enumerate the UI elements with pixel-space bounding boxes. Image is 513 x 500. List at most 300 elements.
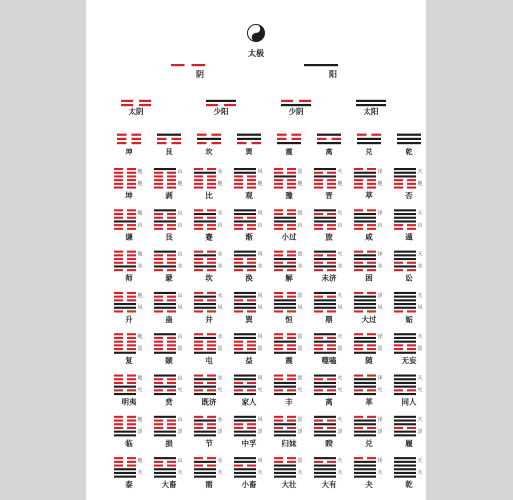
yang-line xyxy=(394,375,416,377)
yin-line xyxy=(314,262,336,264)
hexagram-name: 谦 xyxy=(125,232,133,242)
hexagram xyxy=(194,333,223,365)
yin-line xyxy=(277,138,301,140)
yin-line xyxy=(354,224,376,226)
liangyi-item xyxy=(304,64,338,79)
trigram-label: 乾 xyxy=(405,148,413,156)
yang-line xyxy=(234,431,256,433)
yin-line xyxy=(154,341,176,343)
hexagram-name: 明夷 xyxy=(121,397,137,407)
yang-line xyxy=(314,307,336,309)
yin-line xyxy=(314,179,336,181)
yang-line xyxy=(234,220,256,222)
hexagram-name: 离 xyxy=(325,397,333,407)
yin-line xyxy=(274,348,296,350)
yin-line xyxy=(114,187,136,189)
upper-trigram-symbol: 火 xyxy=(337,210,343,217)
yang-line xyxy=(154,375,176,377)
yang-line xyxy=(354,382,376,384)
yang-line xyxy=(154,476,176,478)
yin-line xyxy=(194,251,216,253)
yang-line xyxy=(194,296,216,298)
yin-line xyxy=(114,348,136,350)
yang-line xyxy=(354,265,376,267)
yin-line xyxy=(274,310,296,312)
upper-trigram-symbol: 地 xyxy=(137,458,143,465)
yang-line xyxy=(314,341,336,343)
yang-line xyxy=(234,378,256,380)
yin-line xyxy=(194,292,216,294)
upper-trigram-symbol: 山 xyxy=(177,416,183,423)
yang-line xyxy=(234,468,256,470)
hexagram xyxy=(234,333,263,365)
hexagram xyxy=(234,292,263,324)
yin-line xyxy=(274,187,296,189)
upper-trigram-symbol: 泽 xyxy=(377,458,383,465)
yang-line xyxy=(394,420,416,422)
hexagram xyxy=(354,168,383,200)
upper-trigram-symbol: 火 xyxy=(337,334,343,341)
yin-line xyxy=(394,427,416,429)
yin-line xyxy=(274,172,296,174)
yin-line xyxy=(154,461,176,463)
yin-line xyxy=(154,224,176,226)
hexagram xyxy=(314,168,343,200)
yang-line xyxy=(234,254,256,256)
lower-trigram-symbol: 火 xyxy=(257,387,263,394)
upper-trigram-symbol: 风 xyxy=(257,416,263,423)
yang-line xyxy=(194,434,216,436)
yin-line xyxy=(314,378,336,380)
yang-line xyxy=(194,265,216,267)
upper-trigram-symbol: 风 xyxy=(257,375,263,382)
lower-trigram-symbol: 地 xyxy=(297,181,303,187)
yin-line xyxy=(154,423,176,425)
yang-line xyxy=(234,265,256,267)
hexagram-name: 大有 xyxy=(321,480,337,490)
yin-line xyxy=(114,172,136,174)
yang-line xyxy=(354,220,376,222)
hexagram xyxy=(194,292,223,324)
yang-line xyxy=(314,423,336,425)
yang-line xyxy=(394,168,416,170)
yang-line xyxy=(314,465,336,467)
yin-line xyxy=(194,427,216,429)
hexagram-name: 萃 xyxy=(365,191,373,200)
sixiang-label: 少阳 xyxy=(213,107,229,116)
hexagram-name: 家人 xyxy=(241,397,257,407)
hexagram-name: 豫 xyxy=(285,191,293,200)
yin-line xyxy=(314,344,336,346)
yang-line xyxy=(194,352,216,354)
hexagram xyxy=(394,209,423,241)
yang-line xyxy=(354,296,376,298)
hexagram-name: 艮 xyxy=(165,232,173,242)
hexagram-name: 巽 xyxy=(245,314,253,324)
yang-line xyxy=(314,431,336,433)
yin-line xyxy=(354,333,376,335)
hexagram xyxy=(354,375,383,407)
upper-trigram-symbol: 雷 xyxy=(297,169,303,175)
yang-line xyxy=(394,292,416,294)
hexagram xyxy=(314,209,343,241)
lower-trigram-symbol: 山 xyxy=(337,222,343,229)
yang-line xyxy=(274,307,296,309)
hexagram xyxy=(314,292,343,324)
yin-line xyxy=(114,416,136,418)
upper-trigram-symbol: 风 xyxy=(257,458,263,465)
upper-trigram-symbol: 雷 xyxy=(297,251,303,258)
yang-line xyxy=(394,382,416,384)
hexagram xyxy=(234,416,263,448)
lower-trigram-symbol: 地 xyxy=(337,181,343,187)
yin-line xyxy=(197,142,221,144)
yin-line xyxy=(194,168,216,170)
hexagram xyxy=(394,168,423,200)
upper-trigram-symbol: 火 xyxy=(337,416,343,423)
yang-line xyxy=(354,378,376,380)
lower-trigram-symbol: 山 xyxy=(297,222,303,229)
yang-line xyxy=(354,465,376,467)
yin-line xyxy=(114,269,136,271)
yang-line xyxy=(234,393,256,395)
yang-line xyxy=(281,104,311,106)
yang-line xyxy=(234,213,256,215)
yin-line xyxy=(154,187,176,189)
lower-trigram-symbol: 雷 xyxy=(297,346,303,353)
yin-line xyxy=(194,382,216,384)
yang-line xyxy=(354,423,376,425)
yin-line xyxy=(114,465,136,467)
yang-line xyxy=(234,172,256,174)
yin-line xyxy=(234,228,256,230)
yin-line xyxy=(314,172,336,174)
yang-line xyxy=(114,220,136,222)
hexagram-name: 归妹 xyxy=(281,438,297,448)
yin-line xyxy=(194,465,216,467)
upper-trigram-symbol: 地 xyxy=(137,416,143,423)
yin-line xyxy=(194,457,216,459)
yang-line xyxy=(394,217,416,219)
yin-line xyxy=(114,299,136,301)
yin-line xyxy=(314,254,336,256)
trigram-label: 兑 xyxy=(365,148,373,156)
hexagram xyxy=(314,333,343,365)
yin-line xyxy=(194,416,216,418)
hexagram-name: 损 xyxy=(165,438,173,448)
yang-line xyxy=(394,307,416,309)
yin-line xyxy=(154,427,176,429)
yang-line xyxy=(154,333,176,335)
yin-line xyxy=(314,389,336,391)
yang-line xyxy=(194,172,216,174)
trigram-label: 艮 xyxy=(165,148,173,156)
hexagram-name: 井 xyxy=(205,314,213,324)
yin-line xyxy=(194,224,216,226)
hexagram xyxy=(314,251,343,283)
trigram-label: 坤 xyxy=(125,148,133,156)
lower-trigram-symbol: 水 xyxy=(217,263,223,270)
yang-line xyxy=(114,434,136,436)
lower-trigram-symbol: 水 xyxy=(417,263,423,270)
hexagram xyxy=(154,375,183,407)
yang-line xyxy=(394,296,416,298)
hexagram xyxy=(274,292,303,324)
yang-line xyxy=(194,303,216,305)
yang-line xyxy=(314,416,336,418)
yang-line xyxy=(114,393,136,395)
yin-line xyxy=(234,423,256,425)
upper-trigram-symbol: 火 xyxy=(337,292,343,299)
yang-line xyxy=(354,213,376,215)
hexagram xyxy=(354,209,383,241)
yin-line xyxy=(314,213,336,215)
hexagram xyxy=(274,168,303,200)
yin-line xyxy=(314,183,336,185)
yin-line xyxy=(121,100,151,102)
hexagram-name: 蒙 xyxy=(165,273,173,283)
upper-trigram-symbol: 泽 xyxy=(377,251,383,258)
yin-line xyxy=(114,296,136,298)
sixiang-item xyxy=(121,100,151,116)
yang-line xyxy=(194,420,216,422)
yin-line xyxy=(154,269,176,271)
yin-line xyxy=(314,427,336,429)
upper-trigram-symbol: 天 xyxy=(417,251,423,258)
yang-line xyxy=(234,420,256,422)
hexagram-name: 大畜 xyxy=(161,480,177,490)
yang-line xyxy=(154,292,176,294)
yang-line xyxy=(394,258,416,260)
yin-line xyxy=(317,138,341,140)
hexagram xyxy=(154,251,183,283)
hexagram-name: 贲 xyxy=(165,397,173,407)
upper-trigram-symbol: 雷 xyxy=(297,334,303,341)
yang-line xyxy=(154,251,176,253)
yang-line xyxy=(314,303,336,305)
yin-line xyxy=(314,420,336,422)
yang-line xyxy=(274,423,296,425)
yang-line xyxy=(314,382,336,384)
hexagram xyxy=(114,375,143,407)
hexagram xyxy=(194,375,223,407)
yang-line xyxy=(314,168,336,170)
trigram xyxy=(277,134,301,156)
upper-trigram-symbol: 山 xyxy=(177,334,183,341)
lower-trigram-symbol: 泽 xyxy=(377,428,383,435)
yang-line xyxy=(357,138,381,140)
yang-line xyxy=(154,416,176,418)
sixiang-item xyxy=(206,100,236,116)
hexagram-name: 否 xyxy=(405,191,413,200)
upper-trigram-symbol: 地 xyxy=(137,210,143,217)
yin-line xyxy=(114,341,136,343)
yang-line xyxy=(354,299,376,301)
upper-trigram-symbol: 火 xyxy=(337,169,343,175)
yang-line xyxy=(354,175,376,177)
lower-trigram-symbol: 水 xyxy=(177,263,183,270)
sixiang-item xyxy=(281,100,311,116)
yin-line xyxy=(114,175,136,177)
liangyi-label: 阳 xyxy=(329,70,337,79)
yin-line xyxy=(274,461,296,463)
yin-line xyxy=(314,310,336,312)
yin-line xyxy=(114,427,136,429)
yin-line xyxy=(154,465,176,467)
yang-line xyxy=(314,468,336,470)
hexagram-name: 困 xyxy=(365,273,373,283)
yang-line xyxy=(354,461,376,463)
yin-line xyxy=(194,375,216,377)
yin-line xyxy=(121,104,151,106)
hexagram xyxy=(114,209,143,241)
yang-line xyxy=(234,386,256,388)
yang-line xyxy=(314,258,336,260)
yang-line xyxy=(354,217,376,219)
hexagram xyxy=(354,292,383,324)
upper-trigram-symbol: 水 xyxy=(217,251,223,258)
lower-trigram-symbol: 水 xyxy=(337,263,343,270)
hexagram-name: 师 xyxy=(125,273,133,283)
yang-line xyxy=(314,175,336,177)
hexagram-name: 随 xyxy=(365,356,373,366)
yin-line xyxy=(154,175,176,177)
upper-trigram-symbol: 泽 xyxy=(377,292,383,299)
yang-line xyxy=(274,472,296,474)
yang-line xyxy=(314,393,336,395)
yang-line xyxy=(154,307,176,309)
trigram-label: 坎 xyxy=(205,148,213,156)
upper-trigram-symbol: 水 xyxy=(217,169,223,175)
yang-line xyxy=(154,472,176,474)
yin-line xyxy=(234,269,256,271)
lower-trigram-symbol: 天 xyxy=(137,470,143,477)
yin-line xyxy=(154,337,176,339)
lower-trigram-symbol: 山 xyxy=(217,222,223,229)
hexagram-name: 大过 xyxy=(361,314,377,324)
yang-line xyxy=(314,375,336,377)
lower-trigram-symbol: 山 xyxy=(257,222,263,229)
hexagram-name: 睽 xyxy=(325,438,333,448)
hexagram-name: 夬 xyxy=(365,480,373,490)
yang-line xyxy=(397,138,421,140)
upper-trigram-symbol: 风 xyxy=(257,292,263,299)
yang-line xyxy=(274,265,296,267)
hexagram xyxy=(394,292,423,324)
yin-line xyxy=(394,228,416,230)
trigram xyxy=(197,134,221,156)
yin-line xyxy=(154,179,176,181)
hexagram-name: 未济 xyxy=(321,273,337,283)
hexagram xyxy=(234,457,263,489)
yin-line xyxy=(197,134,221,136)
liangyi-tier xyxy=(171,64,338,79)
lower-trigram-symbol: 风 xyxy=(297,304,303,311)
upper-trigram-symbol: 火 xyxy=(337,375,343,382)
lower-trigram-symbol: 泽 xyxy=(137,428,143,435)
hexagram xyxy=(314,375,343,407)
lower-trigram-symbol: 水 xyxy=(377,263,383,270)
yang-line xyxy=(234,416,256,418)
yang-line xyxy=(194,431,216,433)
yin-line xyxy=(237,142,261,144)
yang-line xyxy=(394,172,416,174)
sixiang-item xyxy=(356,100,386,116)
hexagram-name: 蛊 xyxy=(165,314,173,324)
yang-line xyxy=(394,465,416,467)
yang-line xyxy=(234,251,256,253)
yang-line xyxy=(354,468,376,470)
upper-trigram-symbol: 天 xyxy=(417,458,423,465)
yang-line xyxy=(114,303,136,305)
yin-line xyxy=(354,183,376,185)
yang-line xyxy=(114,386,136,388)
yang-line xyxy=(114,352,136,354)
lower-trigram-symbol: 地 xyxy=(257,181,263,187)
hexagram xyxy=(194,168,223,200)
yang-line xyxy=(314,476,336,478)
yang-line xyxy=(206,100,236,102)
yang-line xyxy=(234,352,256,354)
lower-trigram-symbol: 山 xyxy=(177,222,183,229)
yang-line xyxy=(154,457,176,459)
yang-line xyxy=(394,416,416,418)
yang-line xyxy=(234,476,256,478)
yang-line xyxy=(154,220,176,222)
yang-line xyxy=(314,220,336,222)
yang-line xyxy=(394,175,416,177)
yin-line xyxy=(394,269,416,271)
lower-trigram-symbol: 地 xyxy=(137,181,143,187)
lower-trigram-symbol: 山 xyxy=(417,222,423,229)
yin-line xyxy=(274,262,296,264)
yin-line xyxy=(354,427,376,429)
yin-line xyxy=(234,217,256,219)
yang-line xyxy=(154,265,176,267)
bagua-tier xyxy=(117,134,421,156)
yin-line xyxy=(154,296,176,298)
yin-line xyxy=(234,465,256,467)
yang-line xyxy=(354,393,376,395)
yin-line xyxy=(274,213,296,215)
yang-line xyxy=(114,476,136,478)
yin-line xyxy=(394,187,416,189)
yin-line xyxy=(114,179,136,181)
lower-trigram-symbol: 天 xyxy=(217,470,223,477)
yang-line xyxy=(274,220,296,222)
yang-line xyxy=(194,213,216,215)
hexagram-name: 剥 xyxy=(165,191,173,200)
yin-line xyxy=(154,348,176,350)
yang-line xyxy=(234,472,256,474)
yin-line xyxy=(114,213,136,215)
yin-line xyxy=(154,310,176,312)
hexagram xyxy=(274,416,303,448)
upper-trigram-symbol: 风 xyxy=(257,210,263,217)
yin-line xyxy=(314,348,336,350)
hexagram-name: 革 xyxy=(365,397,373,407)
yin-line xyxy=(394,348,416,350)
hexagram-name: 坎 xyxy=(205,273,213,283)
yang-line xyxy=(154,434,176,436)
yang-line xyxy=(354,307,376,309)
hexagram xyxy=(194,209,223,241)
hexagram xyxy=(114,292,143,324)
yang-line xyxy=(314,265,336,267)
yin-line xyxy=(114,378,136,380)
yin-line xyxy=(274,254,296,256)
yang-line xyxy=(317,134,341,136)
